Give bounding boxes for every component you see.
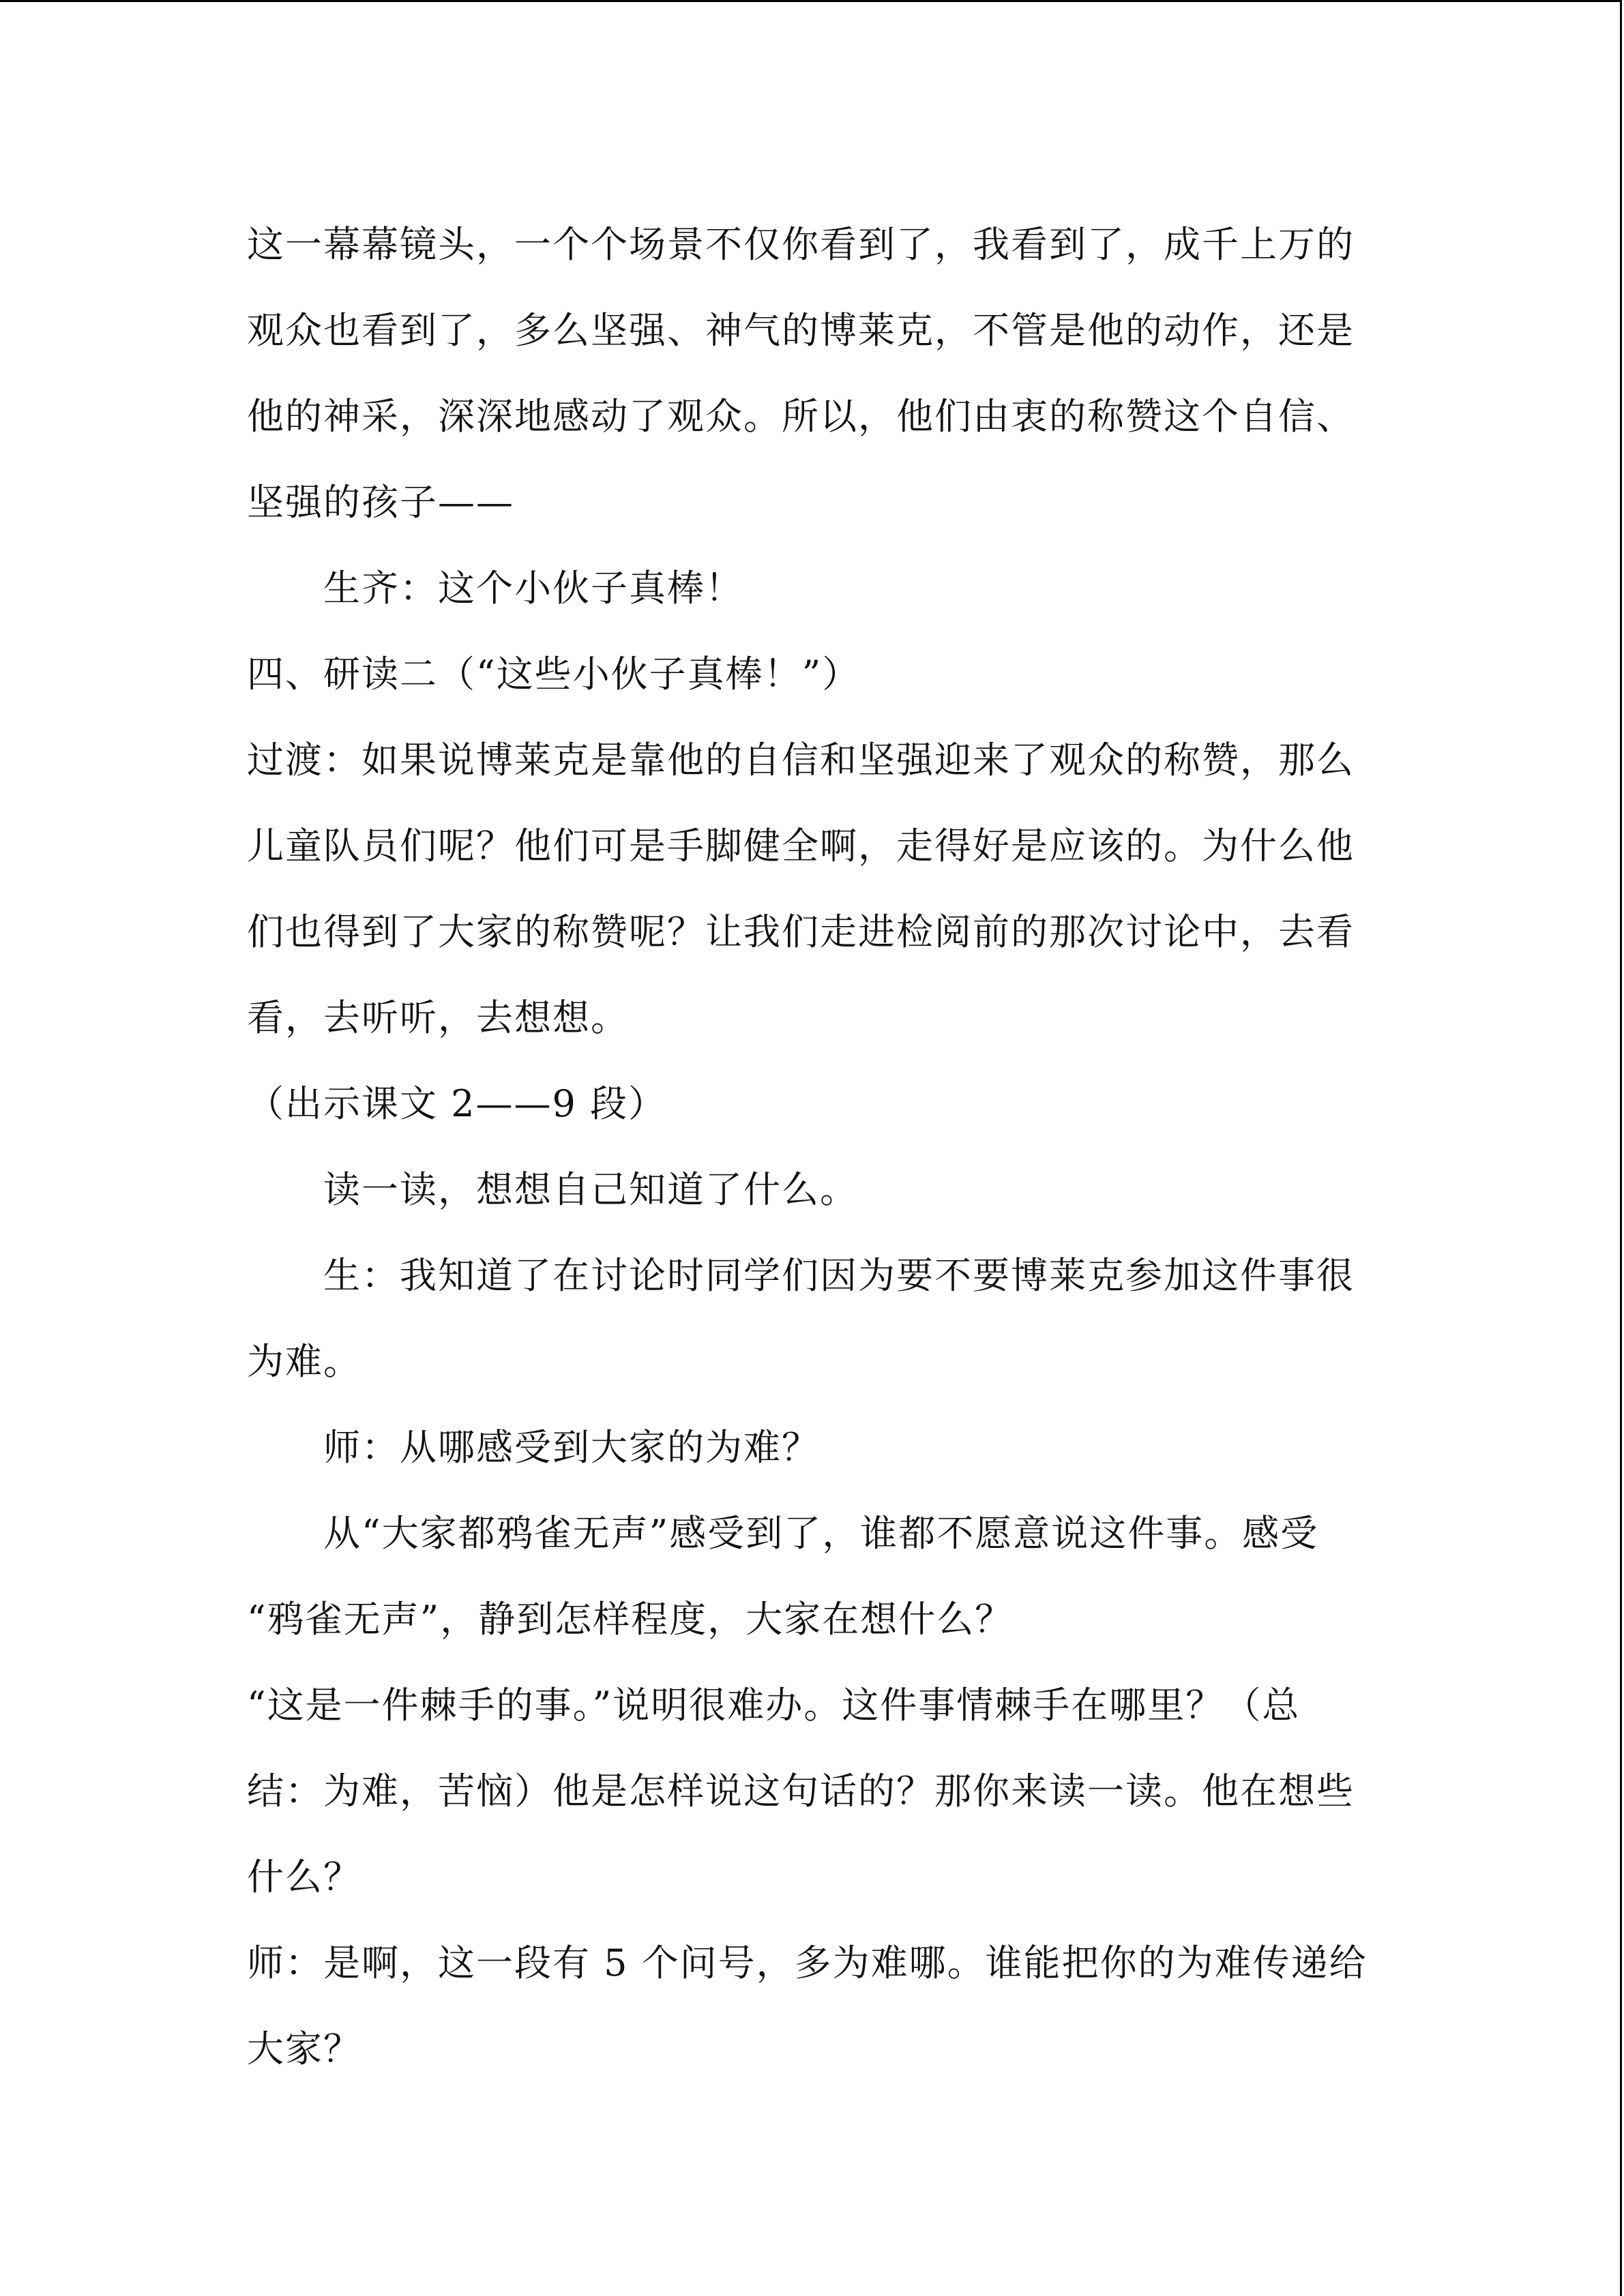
text-line-11: （出示课文 2——9 段）	[247, 1082, 667, 1125]
text-line-4: 坚强的孩子——	[247, 481, 514, 524]
text-line-22: 大家？	[247, 2027, 361, 2070]
text-line-9: 们也得到了大家的称赞呢？让我们走进检阅前的那次讨论中，去看	[247, 910, 1355, 953]
text-line-18: “这是一件棘手的事。”说明很难办。这件事情棘手在哪里？（总	[247, 1684, 1301, 1727]
text-line-21: 师：是啊，这一段有 5 个问号，多为难哪。谁能把你的为难传递给	[247, 1941, 1368, 1984]
text-line-20: 什么？	[247, 1855, 361, 1898]
text-line-13: 生：我知道了在讨论时同学们因为要不要博莱克参加这件事很	[323, 1254, 1355, 1297]
text-line-5: 生齐：这个小伙子真棒！	[323, 567, 743, 610]
text-line-3: 他的神采，深深地感动了观众。所以，他们由衷的称赞这个自信、	[247, 395, 1355, 438]
text-line-15: 师：从哪感受到大家的为难？	[323, 1426, 820, 1469]
text-line-14: 为难。	[247, 1340, 361, 1383]
text-line-7: 过渡：如果说博莱克是靠他的自信和坚强迎来了观众的称赞，那么	[247, 739, 1355, 781]
text-line-1: 这一幕幕镜头，一个个场景不仅你看到了，我看到了，成千上万的	[247, 223, 1355, 266]
document-body	[247, 202, 1368, 2092]
text-line-2: 观众也看到了，多么坚强、神气的博莱克，不管是他的动作，还是	[247, 309, 1355, 352]
text-line-12: 读一读，想想自己知道了什么。	[323, 1168, 858, 1211]
text-line-8: 儿童队员们呢？他们可是手脚健全啊，走得好是应该的。为什么他	[247, 824, 1355, 867]
text-line-19: 结：为难，苦恼）他是怎样说这句话的？那你来读一读。他在想些	[247, 1770, 1355, 1813]
text-line-10: 看，去听听，去想想。	[247, 996, 629, 1039]
text-line-17: “鸦雀无声”，静到怎样程度，大家在想什么？	[247, 1598, 1014, 1641]
text-line-16: 从“大家都鸦雀无声”感受到了，谁都不愿意说这件事。感受	[323, 1512, 1319, 1555]
section-heading: 四、研读二（“这些小伙子真棒！”）	[247, 653, 861, 696]
